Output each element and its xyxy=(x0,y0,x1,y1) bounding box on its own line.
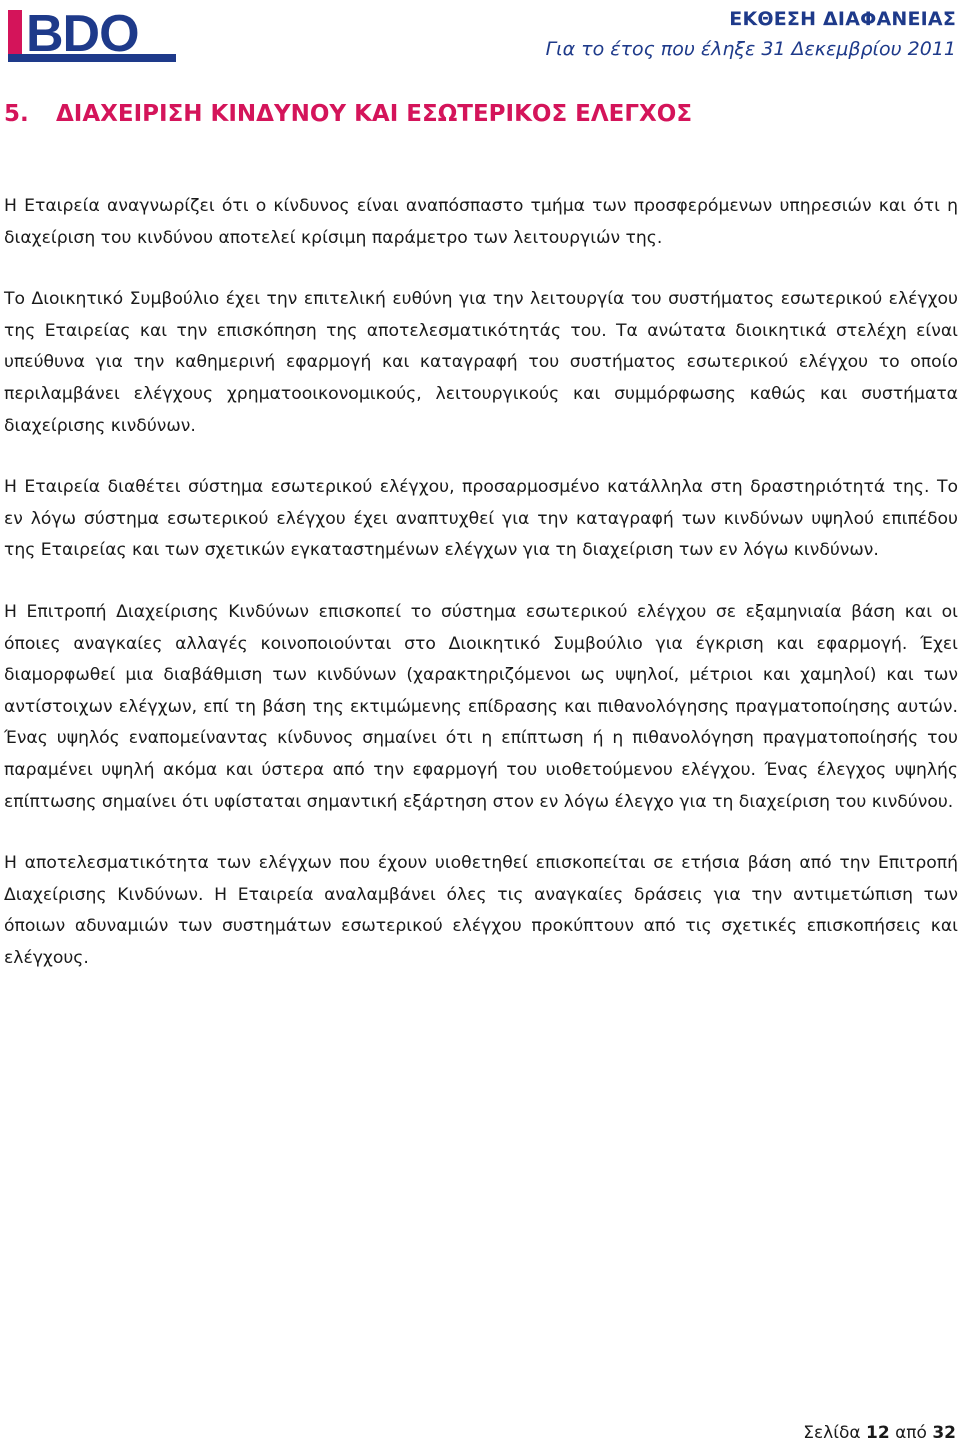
report-period: Για το έτος που έληξε 31 Δεκεμβρίου 2011 xyxy=(545,38,956,60)
footer-current-page: 12 xyxy=(866,1423,890,1443)
footer-total-pages: 32 xyxy=(932,1423,956,1443)
paragraph-internal-control-system: Η Εταιρεία διαθέτει σύστημα εσωτερικού ελέγχου, προσαρμοσμένο κατάλληλα στη δραστηριότητά της. Το εν λόγω σύστημα εσωτερικού ελέγχου έχει αναπτυχθεί για την καταγραφή των κινδύνων υψηλού επιπέδου της Εταιρείας και των σχετικών εγκαταστημένων ελέγχων για τη διαχείριση των εν λόγω κινδύνων. xyxy=(4,477,958,561)
logo-text: BDO xyxy=(26,5,139,63)
section-title: ΔΙΑΧΕΙΡΙΣΗ ΚΙΝΔΥΝΟΥ ΚΑΙ ΕΣΩΤΕΡΙΚΟΣ ΕΛΕΓΧΟΣ xyxy=(56,101,693,127)
paragraph-risk-recognition: Η Εταιρεία αναγνωρίζει ότι ο κίνδυνος είναι αναπόσπαστο τμήμα των προσφερόμενων υπηρεσιών και ότι η διαχείριση του κινδύνου αποτελεί κρίσιμη παράμετρο των λειτουργιών της. xyxy=(4,196,958,248)
page-footer xyxy=(803,1422,956,1444)
paragraph-effectiveness-review: Η αποτελεσματικότητα των ελέγχων που έχουν υιοθετηθεί επισκοπείται σε ετήσια βάση από την Επιτροπή Διαχείρισης Κινδύνων. Η Εταιρεία αναλαμβάνει όλες τις αναγκαίες δράσεις για την αντιμετώπιση των όποιων αδυναμιών των συστημάτων εσωτερικού ελέγχου προκύπτουν από τις σχετικές επισκοπήσεις και ελέγχους. xyxy=(4,853,958,968)
report-header xyxy=(546,6,956,62)
section-number: 5. xyxy=(4,101,29,127)
report-title: ΕΚΘΕΣΗ ΔΙΑΦΑΝΕΙΑΣ xyxy=(729,8,956,30)
footer-page-label: Σελίδα xyxy=(803,1423,861,1443)
paragraph-risk-committee: Η Επιτροπή Διαχείρισης Κινδύνων επισκοπεί το σύστημα εσωτερικού ελέγχου σε εξαμηνιαία βάση και οι όποιες αναγκαίες αλλαγές κοινοποιούνται στο Διοικητικό Συμβούλιο για έγκριση και εφαρμογή. Έχει διαμορφωθεί μια διαβάθμιση των κινδύνων (χαρακτηριζόμενοι ως υψηλοί, μέτριοι και χαμηλοί) και των αντίστοιχων ελέγχων, επί τη βάση της εκτιμώμενης επίδρασης και πιθανολόγησης πραγματοποίησης αυτών. Ένας υψηλός εναπομείναντας κίνδυνος σημαίνει ότι η επίπτωση ή η πιθανολόγηση πραγματοποίησής του παραμένει υψηλή ακόμα και ύστερα από την εφαρμογή του υιοθετούμενου ελέγχου. Ένας έλεγχος υψηλής επίπτωσης σημαίνει ότι υφίσταται σημαντική εξάρτηση στον εν λόγω έλεγχο για τη διαχείριση του κινδύνου. xyxy=(4,601,958,812)
document-body xyxy=(4,191,958,974)
section-heading xyxy=(4,98,692,130)
footer-separator: από xyxy=(895,1423,927,1443)
bdo-logo-mark xyxy=(6,4,178,70)
bdo-logo xyxy=(6,4,178,70)
paragraph-board-responsibility: Το Διοικητικό Συμβούλιο έχει την επιτελική ευθύνη για την λειτουργία του συστήματος εσωτερικού ελέγχου της Εταιρείας και την επισκόπηση της αποτελεσματικότητάς του. Τα ανώτατα διοικητικά στελέχη είναι υπεύθυνα για την καθημερινή εφαρμογή και καταγραφή του συστήματος εσωτερικού ελέγχου το οποίο περιλαμβάνει ελέγχους χρηματοοικονομικούς, λειτουργικούς και συμμόρφωσης καθώς και συστήματα διαχείρισης κινδύνων. xyxy=(4,289,958,436)
